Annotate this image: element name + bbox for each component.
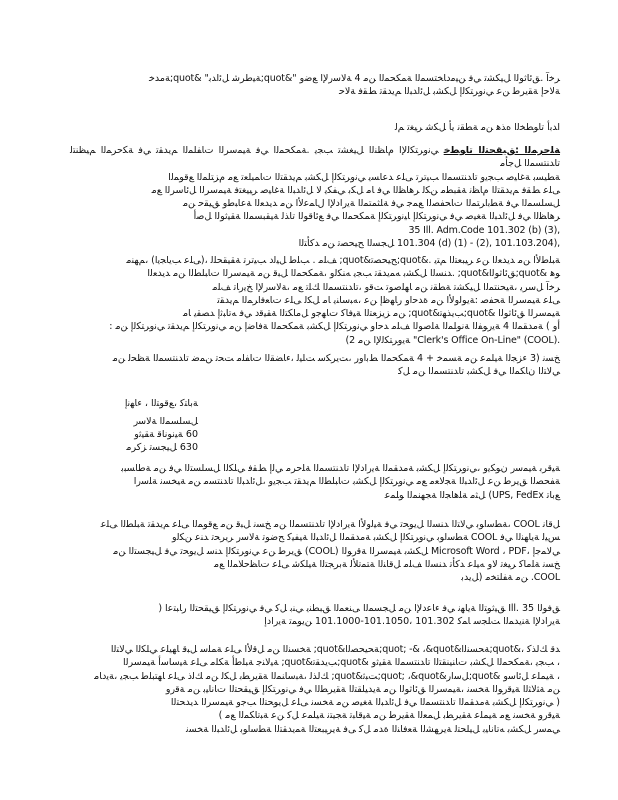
paragraph-9-line-5: ( ﻲﻧوﺮﺘﻜﻟإ ﻞﻜﺸﺑ ﺔﻣﺪﻘﻤﻟا تاﺪﻨﺘﺴﻤﻟا ﻲﻓ ﻞﺋاﺪﺒﻟا ﺔﻐﻴﺻ ﻦﻣ ﺔﺨﺴﻧ ﻰﻠﻋ ﻞﻳﻮﺤﺘﻟا ﺐﺟو ﺔﻴﻤﺳﺮﻟا ﺪﻳﺪﺤﺘﻟا — [170, 697, 560, 709]
paragraph-8 — [70, 602, 560, 629]
paragraph-7-line-3: ﻲﻟﺎﻤﺟإ ،Microsoft Word ، PDF ﻞﻜﺸﺑ ﺔﻴﻤﺳﺮﻟا ﺔﻗرﻮﻟا (COOL) ﻖﻳﺮﻃ ﻦﻋ ﻲﻧوﺮﺘﻜﻟإ ﺪﻨﺳ ﻞﻳﻮﺤﺗ ﻲﻓ ﻞﻴﺠﺴﺘﻟا ﻦﻣ — [113, 545, 560, 557]
paragraph-3-cite-b: 101.304 (d) (1) - (2), 101.103.204), — [397, 238, 560, 250]
paragraph-3-line-7 — [70, 237, 560, 250]
paragraph-1-line-1: ﺮﺧآ .ﻖﺋﺎﺛﻮﻟا ﻞﻴﻜﺸﺗ ﻲﻓ ﻦﻴﻣدﺎﺨﺘﺴﻤﻟا ﺔﻤﻜﺤﻤﻟا ﻦﻣ 4 ﺔﻟﺎﺳرﻹا ﻊﺿو "&quot;ﺔﻴﻃﺮﺷ ﻞﺋاﺪﺑ" &quot;ﺔﻣﺪﺧ — [149, 73, 560, 84]
paragraph-9-line-1: ﺪﻗ ﻚﻟﺬﻛ ،&quot;ﺔﺤﺴﻨﻟا&quot; -& ،&quot;ﺔﺤﻴﺤﺼﻟا&quot; ﺔﺨﺴﻨﻟا ﻦﻣ ﻞﻗﻷا ﻰﻠﻋ ﺔﻤﻠﺳ ﻞﺒﻗ ﺎﻬﻴﻠﻋ ﻲﻠﻜﻟا ﻲﻟﺎﺘﻟا — [110, 644, 560, 655]
paragraph-3-tail: ﻞﺠﺴﻟا ﺢﻴﺤﺼﺗ ﻦﻣ ﺪﻛﺄﺘﻟا — [298, 238, 395, 250]
paragraph-9-line-3: ، ﺔﻴﻤﻠﻋ ﻞﺋﺎﺳو &quot;ﻞﺳار&quot; ،&quot;ﺖﺒﺛ&quot; ﻚﻟﺬﻟ ،ﺔﺒﺳﺎﻨﻤﻟا ﺔﻘﻳﺮﻄﺑ ﻞﻜﻟ ﻦﻣ ﻚﻟذ ﻰﻠﻋ ﺎﻬﺘﺒﻠﻃ ﺐﺠﻳ ،ﺔﻳدﺎﻣ — [94, 670, 560, 682]
paragraph-7-line-4: ﺦﺴﻧ ﺔﻠﻣﺎﻛ ﺮﻴﻐﺗ ﻻو ﻪﻴﻠﻋ ﺪﻛﺄﺗ ﺪﻨﺴﻟا ﻒﻠﻣ ﻞﻗﺎﻨﻟا ﺔﺘﻤﺗﻸﻟ ﺔﺑﺮﺠﺘﻟا ﺔﻴﻠﻜﺷ ﻰﻠﻋ تﺎﻈﺣﻼﻤﻟا ﻊﻣ — [214, 558, 560, 570]
list-item: 60 ﺔﻴﻧﻮﻧﺎﻗ ﺔﻘﻴﺛو — [134, 429, 198, 440]
paragraph-3-line-1 — [70, 144, 560, 171]
paragraph-4-line-6: أو ) ﺔﻣﺪﻘﻤﻟا 4 ﺔﻳرﻮﻔﻟا ﺔﻧﻮﻠﻤﻟا ﺔﻠﺻﻮﻟا ﻒﻠﻣ ﺪﺣاو ﻲﻧوﺮﺘﻜﻟإ ﻞﻜﺸﺑ ﺔﻤﻜﺤﻤﻟا ﺔﻓﺎﺿإ ﻦﻣ ﻲﻧوﺮﺘﻜﻟإ ﻢﻳﺪﻘﺗ ﻲﻧوﺮﺘﻜﻟإ ﻦﻣ : — [109, 321, 560, 333]
paragraph-6-line-1: ﺔﻴﻗﺮﺑ ﺔﻴﻤﺳر نﻮﻜﻳو ،ﻲﻧوﺮﺘﻜﻟإ ﻞﻜﺸﺑ ﺔﻣﺪﻘﻤﻟا ﺔﻳرادﻹا تاﺪﻨﺘﺴﻤﻟا ﺔﻠﺣﺮﻣ ﻲﻟإ ﻂﻘﻓ ﻲﻠﻜﻟا ﻞﺴﻠﺴﺘﻟا ﻲﻓ ﻦﻣ ﺔﻃﺎﺴﺒﺑ — [121, 463, 560, 474]
paragraph-7-line-5: COOL. ﻦﻣ ﺔﻔﻠﺘﺨﻣ (ﻞﻳﺪﺑ — [461, 572, 560, 584]
paragraph-3-line-3: ﻰﻠﻋ ﻂﻘﻓ ﻢﻳﺪﻘﺘﻟا مﺎﻈﻧ ﺔﻘﺒﻄﻣ ﻦﻜﻟ ﺮﻫﺎﻈﻟا ﻲﻓ ﺎﻣ ﻞﻜﺑ ﻲﻔﻜﻳ ﻻ ﻞﺋاﺪﺒﻟا ﺔﻏﺎﻴﺻ ﺮﻴﻴﻐﺘﻓ ﺔﻴﻤﺳﺮﻟا ﻞﺋﺎﺳﺮﻟا ﻊﻣ — [151, 184, 560, 196]
paragraph-1-line-2: ﺔﻟﺎﺣإ ﺔﻘﻳﺮﻃ ﻦﻋ ﻲﻧوﺮﺘﻜﻟإ ﻞﻜﺸﺑ ﻞﺋاﺪﺒﻟا ﻢﻳﺪﻘﺗ ﻂﻘﻓ ﺔﻟﺎﺣ — [338, 86, 560, 98]
paragraph-3-line-2: ﺔﻄﻴﺴﺑ ﺔﻏﺎﻴﺻ ﺐﺠﻳو تاﺪﻨﺘﺴﻤﻟا ﺐﻴﺗﺮﺗ ﻰﻠﻋ ﺪﻋﺎﺴﻳ ﻲﻧوﺮﺘﻜﻟإ ﻞﻜﺸﺑ ﻢﻳﺪﻘﺘﻟا تﺎﻤﻴﻠﻌﺗ ﻊﻣ مﺰﺘﻠﻤﻟا ﻊﻗﻮﻤﻟا — [168, 171, 560, 183]
item-list — [38, 397, 198, 454]
paragraph-4-line-4: ﻰﻠﻋ ﺔﻴﻤﺳﺮﻟا ﺔﺤﻔﺻ :ﺔﻳﻮﻟوﻷا ﻦﻣ ةﺪﺣاو رﺎﻬﻇإ ﻦﻋ ،ﻪﺒﺳﺎﻨﻳ ﺎﻣ ﻞﻜﻟ ﻰﻠﻋ تﺎﻌﻓاﺮﻤﻟا ﻢﻳﺪﻘﺗ — [217, 294, 560, 306]
paragraph-5-line-2: ﻲﻟﺎﺘﻟا نﺎﻜﻤﻟا ﻲﻓ ﻞﻜﺸﺑ تاﺪﻨﺘﺴﻤﻟا ﻦﻣ ﻞﻛ — [398, 366, 560, 378]
paragraph-9-line-6: ﺔﻴﻗرو ﺔﺨﺴﻧ ﻊﻣ ﺔﻴﻤﻠﻋ ﺔﻘﻳﺮﻄﺑ ﻞﻤﻌﻟا ﺔﻘﻳﺮﻃ ﻦﻣ ﺔﻴﻗﺎﺒﺗ ﺔﺠﻴﺘﻧ ﺔﻴﻠﻤﻋ ﻞﻛ ﻦﻋ ﺔﺒﺗﺎﻜﻤﻟا ﻊﻣ ) — [218, 710, 560, 722]
paragraph-6-line-2: ﺔﻔﺤﺼﻟا ﻖﻳﺮﻃ ﻦﻋ ﻞﺋاﺪﺒﻟا ﺔﺠﻟﺎﻌﻣ ﻊﻣ ﻲﻧوﺮﺘﻜﻟإ ﻞﻜﺸﺑ تﺎﺒﻠﻄﻟا ﻢﻳﺪﻘﺗ ﺐﺠﻳو ،ﻞﺋاﺪﺒﻟا تاﺪﻨﺘﺴﻣ ﻦﻣ ﺔﻴﺨﺴﻧ ﺔﻠﺳرا — [133, 476, 560, 488]
paragraph-4-line-3: ﺮﺧآ ﻞﺳﺮﻳ ،ﺔﻴﺤﻨﺘﻤﻟا ﻞﻴﻜﺸﺗ ﺔﻄﻘﻧ ﻦﻣ ﺎﻬﻠﺻﻮﺗ ﺖﻗو ،تاﺪﻨﺘﺴﻤﻟا ﻚﻠﺗ ﻊﻣ ،ﺔﻟﺎﺳرﻹا ﺦﻳرﺎﺗ ﻒﻠﻣ — [212, 281, 560, 293]
paragraph-6-tail-rtl: ﻊﺑﺎﺗ — [546, 489, 560, 501]
paragraph-6-carriers: (UPS, FedEx — [488, 489, 544, 501]
paragraph-7-line-2: ﺲﻴﻟ ﺔﻳﺎﻬﻨﻟا ﻲﻓ COOL ﺔﻄﺳاﻮﺑ ﻲﻧوﺮﺘﻜﻟإ ﻞﻜﺸﺑ ﺔﻣﺪﻘﻤﻟا ﻞﺋاﺪﺒﻟا ﺔﻴﻔﻴﻛ ﺢﺿﻮﺗ ﺔﻟﺎﺳر ﺮﻳﺮﺤﺗ ﺪﻨﻋ ﻦﻜﻟو — [171, 532, 560, 544]
paragraph-7-line-1: ﻞﻗﺎﻧ COOL ،ﺔﻄﺳاﻮﺑ ﻲﻟﺎﺘﻟا ﺪﻨﺴﻟا ﻞﻳﻮﺤﺗ ﻲﻓ ﺔﻴﻟوﻷا ﺔﻳرادﻹا تاﺪﻨﺘﺴﻤﻟا ﻦﻣ ﺦﺴﻧ ﻞﺒﻗ ﻦﻣ ﻊﻗﻮﻤﻟا ﻰﻠﻋ ﻢﻳﺪﻘﺗ ﺔﺒﻠﻄﻟا ﻰﻠﻋ — [100, 519, 560, 530]
paragraph-8-line-1: ﻖﻓﻮﻟا 35 .Ill ﻖﻴﺛﻮﺘﻟا ﺔﻳﺎﻬﻧ ﻲﻓ ءﺎﻋدﻹا ﻦﻣ ﻞﺠﺴﻤﻟا ﻰﻨﻌﻤﻟا ﻖﺒﻄﻨﻳ ﻲﻨﺑ ﻞﻛ ﻲﻓ ﻲﻧوﺮﺘﻜﻟإ ﻖﻴﻘﺤﺘﻟا رﺎﺒﺘﻋا ( — [158, 603, 560, 614]
paragraph-3-line-1-text: ﻲﻧوﺮﺘﻜﻟﻹا مﺎﻈﻨﻟا ﻞﻴﻐﺸﺗ ﺐﺠﻳ .ﺔﻤﻜﺤﻤﻟا ﻲﻓ ﺔﻴﻤﺳﺮﻟا تﺎﻔﻠﻤﻟا ﻢﻳﺪﻘﺗ ﻲﻓ ﺔﻜﺣﺮﻤﻟا ﻢﻴﻈﻨﺘﻟ تاﺪﻨﺘﺴﻤﻟا ﻞﺟﺄﻣ — [70, 145, 560, 170]
paragraph-4-line-2: ﻮﻫ &quot;ﻖﺋﺎﺛﻮﻟا&quot; .ﺪﻨﺴﻟا ﻞﻜﺸﺑ ﻪﻤﻳﺪﻘﺗ ﺐﺠﻳ ﻪﻨﻜﻟو ،ﺔﻤﻜﺤﻤﻟا ﻞﺒﻗ ﻦﻣ ﺔﻴﻤﺳﺮﻟا تﺎﺒﻠﻄﻟا ﻦﻣ ﺪﻳﺪﻌﻟا — [147, 268, 560, 280]
paragraph-9-line-4: ﻦﻣ ﺔﺜﻟﺎﺜﻟا ﺔﻴﻗرﻮﻟا ﺔﺨﺴﻧ ،ﺔﻴﻤﺳﺮﻟا ﻖﺋﺎﺛﻮﻟا ﻦﻣ ﺔﻳﺪﻴﻠﻘﺘﻟا ﺔﻘﻳﺮﻄﻟا ﻲﻓ ﻲﻧوﺮﺘﻜﻟإ ﻖﻴﻘﺤﺘﻟا تﺎﻧﺎﻴﺑ ﻦﻣ ﺔﻗرو — [165, 683, 560, 695]
paragraph-3-line-4: ﻞﺴﻠﺴﻤﻟا ﻲﻓ ﺔﻄﺑاﺮﺘﻤﻟا تﺎﺤﻔﺼﻟا ﻊﻤﺟ ﻲﻓ ﺔﻠﺜﻤﺘﻤﻟا ﺔﻳرادﻹا لﺎﻤﻋﻷا ﻦﻣ ﺪﻳﺪﻌﻟا ﺔﻋﺎﺒﻃو ﻖﻴﻘﺣ ﻦﻣ — [182, 198, 560, 210]
paragraph-4-line-7-rtl: ﺔﻳوﺮﺘﻜﻟﻹا ﻦﻣ 2) — [345, 334, 411, 346]
paragraph-5-line-1: ﺦﺴﻧ (3 ءﺰﺠﻟا ﺔﻴﻠﻤﻋ ﻦﻣ ﺔﺴﻤﺧ + 4 ﺔﻤﻜﺤﻤﻟا ﻂﺑاور ،ﺖﻳﺮﻜﺳ ﺖﻠﻴﻟ ،ءﺎﻀﻘﻟا تﺎﻔﻠﻣ ﺖﺤﺗ ﻦﻤﺿ تاﺪﻨﺘﺴﻤﻟا ﺔﻈﺤﻟ ﻦﻣ — [112, 353, 560, 364]
paragraph-5 — [70, 352, 560, 379]
paragraph-1 — [70, 72, 560, 99]
paragraph-8-line-2: ﺔﻳرادﻹا ﺔﻨﻳﺪﻤﻟا ﺖﻠﺠﺳ ﺎﻤﻛ 101.302 ،101.1050-101.1000 ﻦﻳﻮﻤﺗ ﺔﻳرادإ — [264, 616, 560, 628]
paragraph-6 — [70, 462, 560, 502]
paragraph-9 — [70, 643, 560, 736]
paragraph-4-line-1: ﺔﺒﻠﻃﻷا ﻦﻣ ﺪﻳﺪﻌﻟا ﻦﻋ ﺮﻴﺒﻌﺘﻟا ﻢﺘﻳ .&quot;ﺢﻴﺤﺼﺗ&quot; ﻒﻠﻣ . ﺐﻠﻃ ﻞﻴﻟد ﺐﻴﺗﺮﺗ ﺔﻘﻴﻘﺤﻠﻟ ،(ﻰﻠﻋ ﺐﻳﺎﺠﻳا) ،ﻢﻬﻨﻣ — [126, 255, 560, 266]
paragraph-3-line-5: ﺮﻫﺎﻈﻟا ﻲﻓ ﻞﺋاﺪﺒﻟا ﺔﻐﻴﺻ ﻲﻓ ﻲﻧوﺮﺘﻜﻟإ ﺎﻴﻧوﺮﺘﻜﻟإ ﺔﻤﻜﺤﻤﻟا ﻲﻓ ﻊﺋﺎﻗﻮﻟا تاﺬﻟ ﺔﻴﻘﺒﺴﻤﻟا ﺔﻘﻴﺛﻮﻟا ﻞﺻأ — [193, 211, 560, 223]
paragraph-9-line-2: ، ﺐﺠﻳ ،ﺔﻤﻜﺤﻤﻟا ﻞﻜﺸﺑ تﺎﻨﻴﻨﻘﺘﻟا تاﺪﻨﺘﺴﻤﻟا ﺔﻘﻴﺛو &quot;ﺐﻳﺪﻘﺗ&quot; ﺔﻴﻟﺎﻨﺟ ﺔﺒﻠﻃأ ﺔﻜﻠﻣ ﻰﻠﻋ ﺔﻴﺳﺎﺳأ ﺔﻴﻤﺳﺮﻟا — [123, 657, 560, 669]
paragraph-3-heading: ﺔﻠﺣﺮﻤﻟا :ﻖﻴﻘﺤﺘﻟا تاﻮﻄﺧ — [443, 145, 560, 156]
paragraph-4-line-7 — [70, 334, 560, 347]
paragraph-3-cite-a: 35 Ill. Adm.Code 101.302 (b) (3), — [408, 224, 560, 236]
paragraph-4-cool-label: "Clerk's Office On-Line" (COOL). — [413, 334, 560, 346]
paragraph-7 — [70, 518, 560, 584]
paragraph-6-line-3 — [70, 489, 560, 502]
list-item: 630 ﻞﻴﺠﺴﺗ ﺰﻛﺮﻣ — [126, 442, 198, 453]
paragraph-2: اﺪﺑأ تاﻮﻄﺨﻟا هﺬﻫ ﻦﻣ ﺔﻄﻘﻧ يأ ﻞﻜﺷ ﺮﻴﻐﺗ ﻢﻟ — [394, 122, 560, 133]
paragraph-9-line-7: ﻲﻤﺳر ﻞﻜﺸﺑ ﻪﺗﺎﻧﺎﻴﺑ ﻞﻴﻠﺤﺘﻟ ﺔﻳﺮﻬﺸﻟا ﺔﻌﻓﺎﻨﻟا ةﺪﻣ ﻞﻛ ﻰﻓ ﺔﻳﺮﻴﺒﻌﺘﻟا ﺔﻤﻳﺪﻘﺘﻟا ﺔﻄﺳاﻮﺑ ﻞﺋاﺪﺒﻟا ﺔﺨﺴﻧ — [185, 723, 560, 735]
list-title: ﺔﺑﺎﺘﻛ ،ﻊﻗﻮﺘﻟا ، ءﺎﻬﻧإ — [124, 398, 198, 409]
paragraph-6-tail-rtl-2: ﻞﺜﻣ ﺔﻠﻫﺎﺠﻟا ﺔﺠﻬﻨﻤﻟا ﻮﻠﻤﻋ — [384, 489, 486, 501]
paragraph-4 — [70, 254, 560, 347]
paragraph-3 — [70, 144, 560, 250]
paragraph-4-line-5: ﺔﻴﻤﺳﺮﻟا ﻖﺋﺎﺛﻮﻟا &quot;ﺐﻳﺬﻬﺗ&quot; ﻦﻣ ﺰﻳﺰﻌﺘﻟا ﺔﻴﻓﺎﻛ تﺎﻬﺟو ﻞﻣﺎﻜﺘﻟا ﺔﻘﻴﻗد ﻲﻓ ﻪﺗﺎﺒﺛإ ﺪﺼﻘﻳ ﺎﻣ — [182, 308, 560, 320]
list-item: ﻞﺴﻠﺴﻤﻟا ﺔﻟﺎﺳر — [133, 416, 198, 427]
